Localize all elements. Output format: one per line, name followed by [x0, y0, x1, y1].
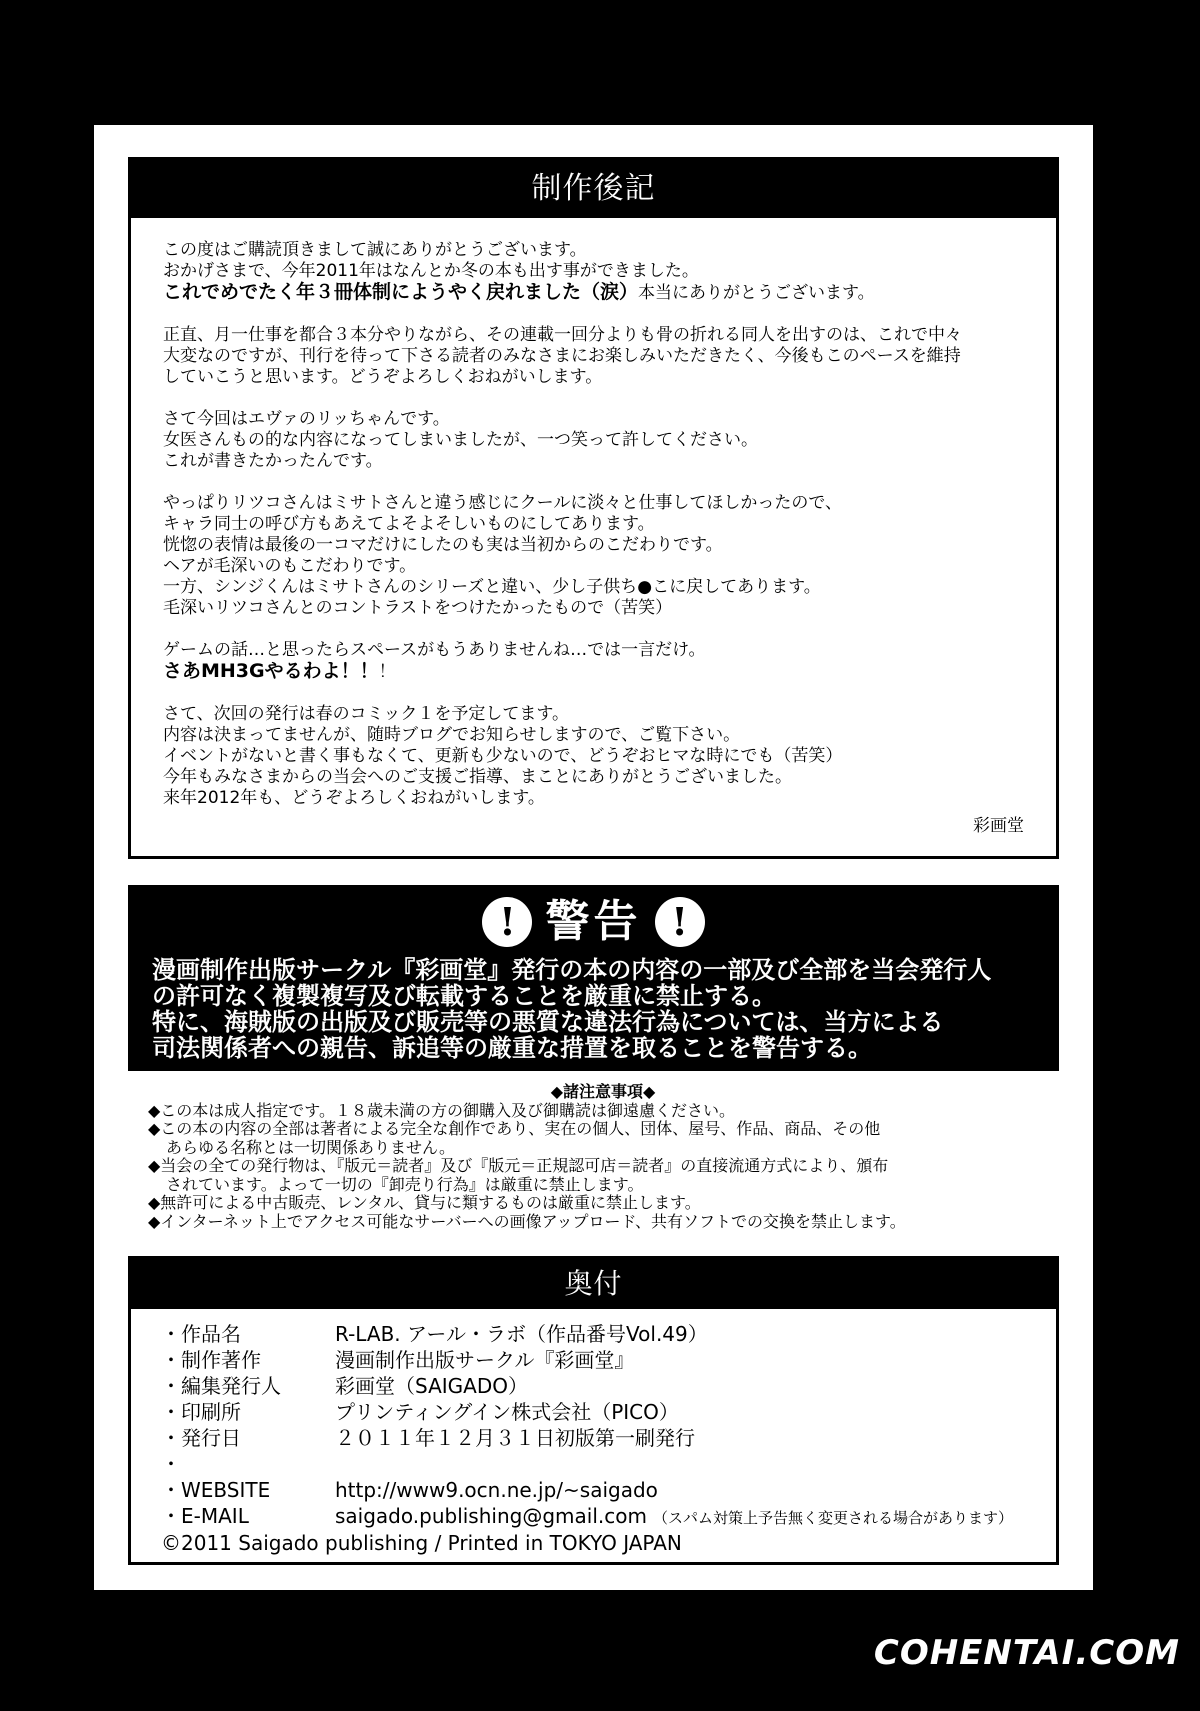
colophon-row [161, 1425, 1046, 1451]
warning-line: 司法関係者への親告、訴追等の厳重な措置を取ることを警告する。 [152, 1033, 872, 1062]
afterword-line [163, 409, 1042, 430]
afterword-line [163, 451, 1042, 472]
line-text: キャラ同士の呼び方もあえてよそよそしいものにしてあります。 [163, 514, 655, 534]
line-text: 女医さんもの的な内容になってしまいましたが、一つ笑って許してください。 [163, 430, 758, 450]
afterword-line [163, 746, 1042, 767]
afterword-line [163, 661, 1042, 683]
note-line: されています。よって一切の『卸売り行為』は厳重に禁止します。 [166, 1174, 644, 1194]
colophon-value-wrap [335, 1503, 1046, 1531]
colophon-row [161, 1347, 1046, 1373]
exclamation-icon: ! [482, 897, 532, 947]
afterword-line [163, 788, 1042, 809]
line-text: さて今回はエヴァのリッちゃんです。 [163, 409, 450, 429]
afterword-line [163, 367, 1042, 388]
warning-section [128, 885, 1059, 1071]
note-line: ◆無許可による中古販売、レンタル、貸与に類するものは厳重に禁止します。 [148, 1193, 701, 1212]
warning-heading [128, 897, 1059, 953]
colophon-key: ・発行日 [161, 1426, 241, 1450]
warning-line: の許可なく複製複写及び転載することを厳重に禁止する。 [152, 981, 776, 1010]
colophon-key: ・編集発行人 [161, 1374, 281, 1398]
colophon-row [161, 1451, 1046, 1477]
colophon-body [161, 1321, 1046, 1555]
line-text: 大変なのですが、刊行を待って下さる読者のみなさまにお楽しみいただきたく、今後もこのペースを維持 [163, 346, 961, 366]
line-text: さて、次回の発行は春のコミック１を予定してます。 [163, 704, 569, 724]
exclamation-icon: ! [655, 897, 705, 947]
line-text: 内容は決まってませんが、随時ブログでお知らせしますので、ご覧下さい。 [163, 725, 741, 745]
afterword-paragraph [163, 409, 1042, 472]
line-text: ゲームの話…と思ったらスペースがもうありませんね…では一言だけ。 [163, 640, 706, 660]
afterword-paragraph [163, 704, 1042, 809]
warning-line: 漫画制作出版サークル『彩画堂』発行の本の内容の一部及び全部を当会発行人 [152, 955, 992, 984]
colophon-value: プリンティングイン株式会社（PICO） [335, 1400, 679, 1424]
afterword-line [163, 767, 1042, 788]
line-text: 正直、月一仕事を都合３本分やりながら、その連載一回分よりも骨の折れる同人を出すのは、これで中々 [163, 325, 962, 345]
line-text: おかげさまで、今年2011年はなんとか冬の本も出す事ができました。 [163, 261, 699, 281]
afterword-paragraph [163, 493, 1042, 619]
document-page [94, 125, 1093, 1627]
warning-text [152, 957, 1049, 1061]
afterword-paragraph [163, 325, 1042, 388]
afterword-line [163, 261, 1042, 282]
colophon-row [161, 1503, 1046, 1531]
note-line: ◆当会の全ての発行物は、『版元＝読者』及び『版元＝正規認可店＝読者』の直接流通方式により、頒布 [148, 1156, 889, 1175]
emphasis-text: さあMH3Gやるわよ！！ [163, 660, 379, 682]
line-text: 今年もみなさまからの当会へのご支援ご指導、まことにありがとうございました。 [163, 767, 792, 787]
colophon-key: ・WEBSITE [161, 1478, 271, 1502]
colophon-value: ２０１１年１２月３１日初版第一刷発行 [335, 1426, 695, 1450]
afterword-line [163, 493, 1042, 514]
colophon-section [128, 1256, 1059, 1565]
afterword-body [163, 240, 1042, 830]
notes-section [148, 1083, 1058, 1231]
colophon-title: 奥付 [131, 1259, 1056, 1309]
line-text: 一方、シンジくんはミサトさんのシリーズと違い、少し子供ち●こに戻してあります。 [163, 577, 821, 597]
afterword-line [163, 577, 1042, 598]
colophon-note: （スパム対策上予告無く変更される場合があります） [652, 1509, 1013, 1527]
notes-title: ◆諸注意事項◆ [550, 1082, 656, 1101]
copyright: ©2011 Saigado publishing / Printed in TOKYO JAPAN [161, 1531, 682, 1555]
line-text: 恍惚の表情は最後の一コマだけにしたのも実は当初からのこだわりです。 [163, 535, 723, 555]
afterword-line [163, 725, 1042, 746]
colophon-rows [161, 1321, 1046, 1531]
line-text: ！ [378, 662, 396, 682]
afterword-section [128, 157, 1059, 859]
afterword-line [163, 325, 1042, 346]
warning-title: 警告 [545, 896, 642, 947]
watermark: COHENTAI.COM [873, 1633, 1180, 1673]
line-text: ヘアが毛深いのもこだわりです。 [163, 556, 417, 576]
afterword-title: 制作後記 [131, 160, 1056, 218]
afterword-line [163, 346, 1042, 367]
colophon-key: ・制作著作 [161, 1348, 261, 1372]
colophon-row [161, 1321, 1046, 1347]
afterword-paragraph [163, 240, 1042, 304]
afterword-line [163, 598, 1042, 619]
colophon-value: saigado.publishing@gmail.com [335, 1504, 647, 1528]
afterword-line [163, 556, 1042, 577]
line-text: 本当にありがとうございます。 [638, 283, 875, 303]
afterword-line [163, 514, 1042, 535]
note-line: ◆この本の内容の全部は著者による完全な創作であり、実在の個人、団体、屋号、作品、商品、その他 [148, 1119, 881, 1138]
line-text: やっぱりリツコさんはミサトさんと違う感じにクールに淡々と仕事してほしかったので、 [163, 493, 842, 513]
afterword-paragraph [163, 640, 1042, 683]
warning-line: 特に、海賊版の出版及び販売等の悪質な違法行為については、当方による [152, 1007, 944, 1036]
note-line: ◆インターネット上でアクセス可能なサーバーへの画像アップロード、共有ソフトでの交換を禁止します。 [148, 1211, 906, 1231]
colophon-row [161, 1373, 1046, 1399]
emphasis-text: これでめでたく年３冊体制にようやく戻れました（涙） [163, 281, 639, 303]
note-line: あらゆる名称とは一切関係ありません。 [166, 1137, 455, 1157]
afterword-line [163, 640, 1042, 661]
afterword-line [163, 535, 1042, 556]
afterword-line [163, 430, 1042, 451]
colophon-key: ・作品名 [161, 1322, 241, 1346]
afterword-signature: 彩画堂 [973, 816, 1024, 836]
afterword-line [163, 704, 1042, 725]
colophon-key: ・印刷所 [161, 1400, 241, 1424]
line-text: これが書きたかったんです。 [163, 451, 383, 471]
line-text: 来年2012年も、どうぞよろしくおねがいします。 [163, 788, 545, 808]
colophon-key: ・E-MAIL [161, 1504, 249, 1528]
line-text: この度はご購読頂きまして誠にありがとうございます。 [163, 240, 587, 260]
afterword-line [163, 282, 1042, 304]
colophon-value: http://www9.ocn.ne.jp/~saigado [335, 1478, 658, 1502]
colophon-value [335, 1451, 1046, 1477]
colophon-row [161, 1477, 1046, 1503]
page-number: 30 [580, 1603, 607, 1627]
colophon-value: 漫画制作出版サークル『彩画堂』 [335, 1348, 635, 1372]
colophon-value: 彩画堂（SAIGADO） [335, 1374, 528, 1398]
colophon-key: ・ [161, 1452, 181, 1476]
colophon-value: R-LAB. アール・ラボ（作品番号Vol.49） [335, 1322, 708, 1346]
notes-list [148, 1102, 1058, 1232]
line-text: 毛深いリツコさんとのコントラストをつけたかったもので（苦笑） [163, 598, 673, 618]
colophon-row [161, 1399, 1046, 1425]
afterword-line [163, 240, 1042, 261]
note-line: ◆この本は成人指定です。１８歳未満の方の御購入及び御購読は御遠慮ください。 [148, 1100, 736, 1120]
line-text: していこうと思います。どうぞよろしくおねがいします。 [163, 367, 603, 387]
line-text: イベントがないと書く事もなくて、更新も少ないので、どうぞおヒマな時にでも（苦笑） [163, 746, 843, 766]
